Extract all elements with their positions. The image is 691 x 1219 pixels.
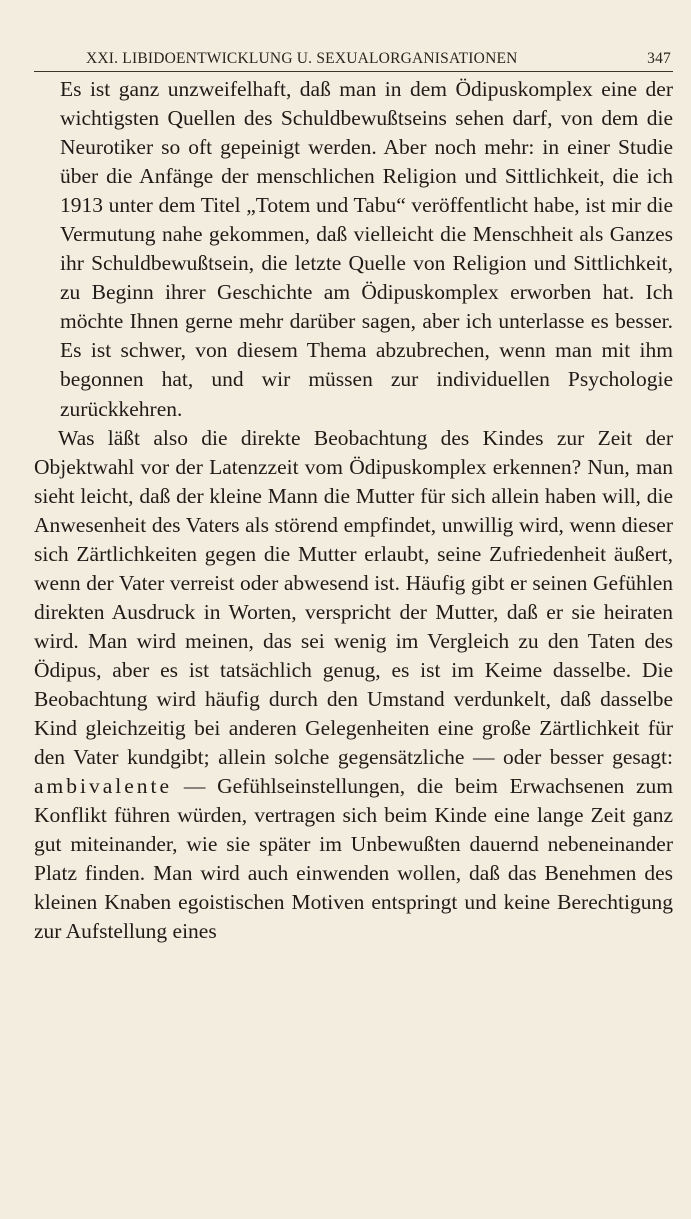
body-text bbox=[34, 75, 673, 946]
header-rule bbox=[34, 71, 673, 72]
emphasis-ambivalente: ambivalente bbox=[34, 774, 173, 799]
paragraph-1-text: Es ist ganz unzweifelhaft, daß man in dem Ödipuskomplex eine der wichtigsten Quellen des Schuldbewußtseins sehen darf, von dem die Neurotiker so oft gepeinigt werden. Aber noch mehr: in einer Studie über die Anfänge der menschlichen Religion und Sittlichkeit, die ich 1913 unter dem Titel „Totem und Tabu“ veröffentlicht habe, ist mir die Vermutung nahe gekommen, daß vielleicht die Menschheit als Ganzes ihr Schuldbewußtsein, die letzte Quelle von Religion und Sittlichkeit, zu Beginn ihrer Geschichte am Ödipuskomplex erworben hat. Ich möchte Ihnen gerne mehr darüber sagen, aber ich unterlasse es besser. Es ist schwer, von diesem Thema abzubrechen, wenn man mit ihm begonnen hat, und wir müssen zur individuellen Psychologie zurückkehren. bbox=[60, 77, 673, 421]
chapter-title: XXI. LIBIDOENTWICKLUNG U. SEXUALORGANISATIONEN bbox=[86, 50, 518, 67]
paragraph-2-text-before: Was läßt also die direkte Beobachtung des Kindes zur Zeit der Objektwahl vor der Latenzzeit vom Ödipuskomplex erkennen? Nun, man sieht leicht, daß der kleine Mann die Mutter für sich allein haben will, die Anwesenheit des Vaters als störend empfindet, unwillig wird, wenn dieser sich Zärtlichkeiten gegen die Mutter erlaubt, seine Zufriedenheit äußert, wenn der Vater verreist oder abwesend ist. Häufig gibt er seinen Gefühlen direkten Ausdruck in Worten, verspricht der Mutter, daß er sie heiraten wird. Man wird meinen, das sei wenig im Vergleich zu den Taten des Ödipus, aber es ist tatsächlich genug, es ist im Keime dasselbe. Die Beobachtung wird häufig durch den Umstand verdunkelt, daß dasselbe Kind gleichzeitig bei anderen Gelegenheiten eine große Zärtlichkeit für den Vater kundgibt; allein solche gegensätzliche — oder besser gesagt: bbox=[34, 425, 673, 770]
paragraph-2-text-after: — Gefühlseinstellungen, die beim Erwachsenen zum Konflikt führen würden, vertragen sich beim Kinde eine lange Zeit ganz gut miteinander, wie sie später im Unbewußten dauernd nebeneinander Platz finden. Man wird auch einwenden wollen, daß das Benehmen des kleinen Knaben egoistischen Motiven entspringt und keine Berechtigung zur Aufstellung eines bbox=[34, 774, 673, 944]
running-head bbox=[38, 46, 671, 68]
paragraph-1 bbox=[60, 75, 673, 424]
page-number: 347 bbox=[647, 50, 671, 67]
paragraph-2 bbox=[34, 424, 673, 947]
